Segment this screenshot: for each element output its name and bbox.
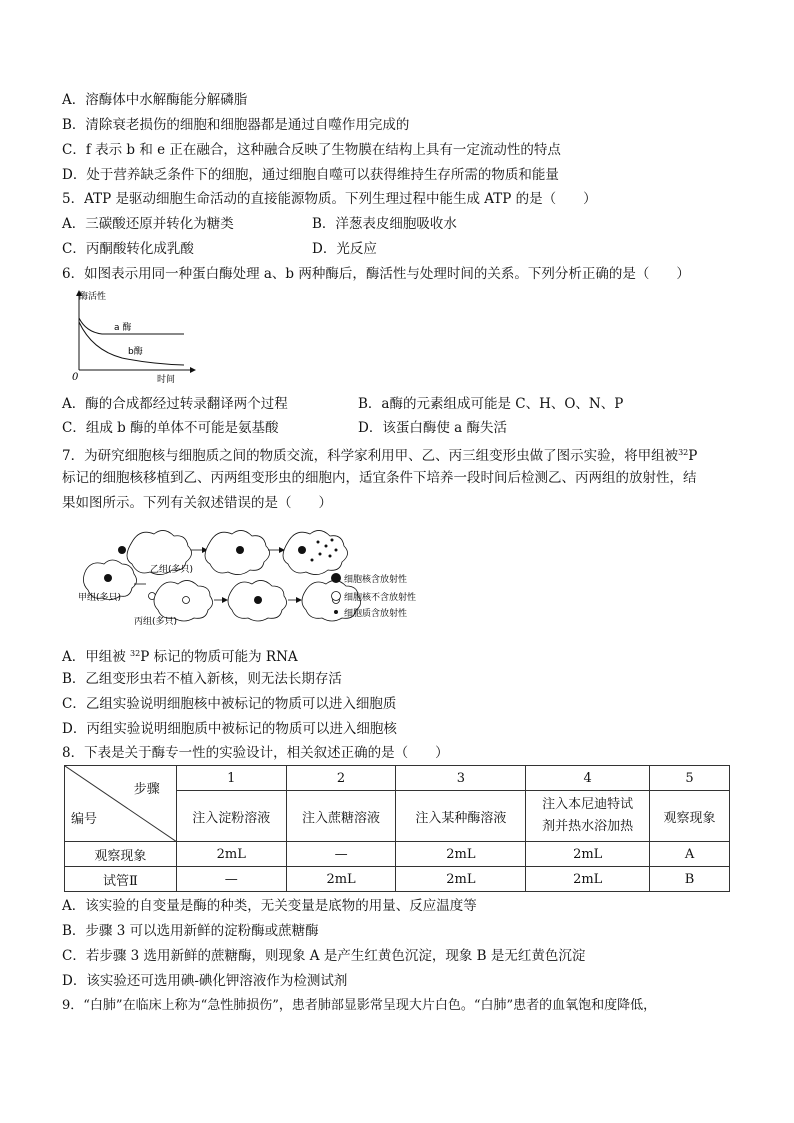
table-row xyxy=(65,867,730,892)
table-cell: 2mL xyxy=(176,842,286,867)
q7-option-c: C．乙组实验说明细胞核中被标记的物质可以进入细胞质 xyxy=(62,696,397,712)
q7-yi-label: 乙组(多只) xyxy=(150,565,194,575)
q4-option-b: B．清除衰老损伤的细胞和细胞器都是通过自噬作用完成的 xyxy=(62,117,410,133)
table-cell: A xyxy=(650,842,730,867)
table-cell: 2mL xyxy=(526,867,650,892)
q5-stem: 5．ATP 是驱动细胞生命活动的直接能源物质。下列生理过程中能生成 ATP 的是（ ） xyxy=(62,191,597,207)
q8-option-c: C．若步骤 3 选用新鲜的蔗糖酶，则现象 A 是产生红黄色沉淀，现象 B 是无红黄色沉淀 xyxy=(62,948,586,964)
q6-label-a: a 酶 xyxy=(114,323,132,333)
q6-origin: 0 xyxy=(72,372,79,383)
q4-option-a: A．溶酶体中水解酶能分解磷脂 xyxy=(62,92,248,108)
row-label: 观察现象 xyxy=(65,842,177,867)
q4-option-d: D．处于营养缺乏条件下的细胞，通过细胞自噬可以获得维持生存所需的物质和能量 xyxy=(62,167,559,183)
step-text: 注入蔗糖溶液 xyxy=(286,791,396,842)
header-no: 编号 xyxy=(71,812,98,827)
step-number: 4 xyxy=(526,766,650,791)
legend-dot-open xyxy=(332,592,341,601)
q6-curve-a xyxy=(79,318,184,334)
table-cell: 2mL xyxy=(396,842,526,867)
step-number: 5 xyxy=(650,766,730,791)
q7-jia-label: 甲组(多只) xyxy=(78,593,122,603)
q7-stem-line2: 标记的细胞核移植到乙、丙两组变形虫的细胞内，适宜条件下培养一段时间后检测乙、丙两组的放射性，结 xyxy=(62,470,697,486)
q8-stem: 8．下表是关于酶专一性的实验设计，相关叙述正确的是（ ） xyxy=(62,745,449,761)
table-cell: — xyxy=(286,842,396,867)
q8-option-b: B．步骤 3 可以选用新鲜的淀粉酶或蔗糖酶 xyxy=(62,923,319,939)
q6-x-label: 时间 xyxy=(157,375,176,385)
nucleus-dot xyxy=(254,596,262,604)
q4-option-c: C．f 表示 b 和 e 正在融合，这种融合反映了生物膜在结构上具有一定流动性的特点 xyxy=(62,142,561,158)
nucleus-dot xyxy=(104,574,112,582)
q6-y-label: 酶活性 xyxy=(79,292,107,302)
q6-option-a: A．酶的合成都经过转录翻译两个过程 xyxy=(62,396,288,412)
header-step: 步骤 xyxy=(133,782,160,797)
q8-option-a: A．该实验的自变量是酶的种类，无关变量是底物的用量、反应温度等 xyxy=(62,898,477,914)
q6-curve-b xyxy=(79,322,184,365)
q9-stem: 9．“白肺”在临床上称为“急性肺损伤”，患者肺部显影常呈现大片白色。“白肺”患者的血氧饱和度降低， xyxy=(62,998,657,1013)
table-cell: 2mL xyxy=(526,842,650,867)
legend-1: 细胞核含放射性 xyxy=(344,575,408,585)
q7-amoeba-figure xyxy=(74,520,444,630)
nucleus-open xyxy=(183,597,190,604)
q6-x-axis-arrow xyxy=(190,367,196,373)
q7-option-d: D．丙组实验说明细胞质中被标记的物质可以进入细胞核 xyxy=(62,721,397,737)
legend-3: 细胞质含放射性 xyxy=(344,609,408,619)
step-text: 观察现象 xyxy=(650,791,730,842)
step-number: 1 xyxy=(176,766,286,791)
q8-option-d: D．该实验还可选用碘-碘化钾溶液作为检测试剂 xyxy=(62,973,348,989)
q5-option-c: C．丙酮酸转化成乳酸 xyxy=(62,241,194,257)
nucleus-dot xyxy=(298,546,306,554)
q7-option-a: A．甲组被 $^{32}$P 标记的物质可能为 RNA xyxy=(62,649,298,665)
q6-label-b: b酶 xyxy=(128,347,143,357)
q5-option-d: D．光反应 xyxy=(312,241,377,257)
q6-option-d: D．该蛋白酶使 a 酶失活 xyxy=(358,420,507,436)
table-corner-cell xyxy=(65,766,177,842)
q7-stem-line1: 7．为研究细胞核与细胞质之间的物质交流，科学家利用甲、乙、丙三组变形虫做了图示实验，将甲组被$^{32}$P xyxy=(62,448,698,464)
amoeba-yi-3 xyxy=(283,530,348,574)
table-row xyxy=(65,842,730,867)
q6-enzyme-activity-graph xyxy=(62,288,202,388)
row-label: 试管Ⅱ xyxy=(65,867,177,892)
nucleus-dot xyxy=(236,546,244,554)
legend-2: 细胞核不含放射性 xyxy=(344,593,417,603)
nucleus-dot xyxy=(118,546,126,554)
q8-table xyxy=(64,765,730,892)
q5-option-b: B．洋葱表皮细胞吸收水 xyxy=(312,216,457,232)
table-cell: 2mL xyxy=(286,867,396,892)
step-text: 注入某种酶溶液 xyxy=(396,791,526,842)
step-number: 2 xyxy=(286,766,396,791)
q6-option-c: C．组成 b 酶的单体不可能是氨基酸 xyxy=(62,420,279,436)
q5-option-a: A．三碳酸还原并转化为糖类 xyxy=(62,216,234,232)
table-cell: — xyxy=(176,867,286,892)
legend-dot-filled xyxy=(331,573,341,583)
step-text: 注入淀粉溶液 xyxy=(176,791,286,842)
q7-stem-line3: 果如图所示。下列有关叙述错误的是（ ） xyxy=(62,495,332,511)
step-text-4: 注入本尼迪特试 剂并热水浴加热 xyxy=(526,791,650,842)
q7-bing-label: 丙组(多只) xyxy=(134,617,178,627)
step-number: 3 xyxy=(396,766,526,791)
legend-dot-small xyxy=(334,610,338,614)
q6-option-b: B．a酶的元素组成可能是 C、H、O、N、P xyxy=(358,396,624,412)
table-cell: B xyxy=(650,867,730,892)
q6-stem: 6．如图表示用同一种蛋白酶处理 a、b 两种酶后，酶活性与处理时间的关系。下列分析正确的是（ ） xyxy=(62,266,690,282)
table-cell: 2mL xyxy=(396,867,526,892)
q7-option-b: B．乙组变形虫若不植入新核，则无法长期存活 xyxy=(62,671,342,687)
